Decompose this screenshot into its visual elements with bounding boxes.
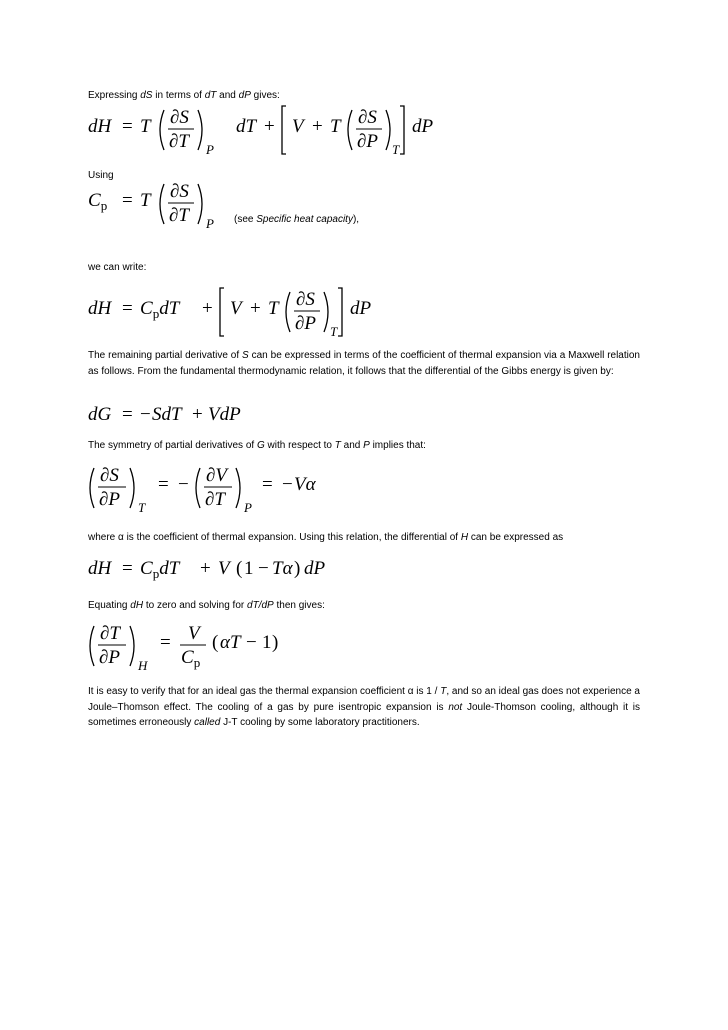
eq1-den2: ∂P <box>357 131 378 152</box>
equation-5-svg <box>86 460 346 518</box>
eq6-plus: + <box>200 558 211 579</box>
eq2-C: $C_p$ <box>88 190 108 213</box>
eq7-alphaT: αT <box>220 632 241 653</box>
eq7-lparen <box>90 626 94 666</box>
equation-cp <box>86 176 236 234</box>
text: , and so an ideal gas does not experience a Joule–Thomson effect. The cooling of a gas by pure isentropic expansion is <box>88 686 640 713</box>
eq7-C: $C_p$ <box>181 647 201 670</box>
eq1-V: V <box>292 116 304 137</box>
eq5-sub-P: P <box>244 500 252 515</box>
text: Equating <box>88 600 131 611</box>
eq1-lparen <box>160 110 164 150</box>
eq1-rparen2 <box>386 110 390 150</box>
eq1-lparen2 <box>348 110 352 150</box>
eq3-equals: = <box>122 298 133 319</box>
text: implies that: <box>369 440 426 451</box>
equation-1-svg <box>86 102 446 160</box>
eq7-den: ∂P <box>99 647 120 668</box>
eq1-plus2: + <box>312 116 323 137</box>
equation-7-svg <box>86 618 306 676</box>
eq5-lparen2 <box>196 468 200 508</box>
text: and <box>216 90 239 101</box>
eq4-dG: dG <box>88 404 112 425</box>
eq2-lparen <box>160 184 164 224</box>
text: G <box>256 440 265 451</box>
text: can be expressed in terms of the coefficient of thermal expansion via a Maxwell relation as follows. From the fundamental thermodynamic relation, it follows that the differential of the Gibbs energy is given by: <box>88 350 640 377</box>
text: Expressing <box>88 90 141 101</box>
equation-maxwell <box>86 460 346 518</box>
text: T <box>440 686 447 697</box>
specific-heat-link[interactable]: Specific heat capacity <box>256 214 353 225</box>
eq7-lparen2: ( <box>212 632 219 653</box>
text: S <box>242 350 249 361</box>
eq1-equals: = <box>122 116 133 137</box>
equation-dg <box>86 400 286 430</box>
eq7-V: V <box>188 623 200 644</box>
eq1-num2: ∂S <box>358 107 377 128</box>
text: dH <box>130 600 144 611</box>
eq1-rbracket <box>400 106 404 154</box>
paragraph-alpha <box>88 530 640 546</box>
text: J-T cooling by some laboratory practitioners. <box>220 717 420 728</box>
eq7-rparen <box>130 626 134 666</box>
eq4-VdP: VdP <box>208 404 241 425</box>
eq3-V: V <box>230 298 242 319</box>
text: P <box>363 440 370 451</box>
eq6-one: 1 <box>244 558 254 579</box>
paragraph-using: Using <box>88 170 114 181</box>
text: called <box>194 717 221 728</box>
text: can be expressed as <box>468 532 564 543</box>
eq3-lparen <box>286 292 290 332</box>
eq3-T: T <box>268 298 279 319</box>
eq3-plus: + <box>202 298 213 319</box>
text: with respect to <box>264 440 335 451</box>
see-also-note <box>234 214 359 225</box>
text: The symmetry of partial derivatives of <box>88 440 257 451</box>
equation-4-svg <box>86 400 286 430</box>
paragraph-equating <box>88 598 640 614</box>
eq7-rparen2: ) <box>272 632 279 653</box>
eq5-rparen <box>130 468 134 508</box>
text: not <box>448 701 463 713</box>
eq3-rbracket <box>338 288 342 336</box>
eq3-den: ∂P <box>295 313 316 334</box>
eq2-rparen <box>198 184 202 224</box>
eq1-den: ∂T <box>169 131 189 152</box>
eq7-num: ∂T <box>100 623 120 644</box>
eq5-minus2: − <box>282 474 293 495</box>
eq6-V: V <box>218 558 230 579</box>
eq6-lparen: ( <box>236 558 243 579</box>
eq5-num: ∂S <box>100 465 119 486</box>
eq3-C: $C_pdT$ <box>140 298 180 321</box>
eq5-Valpha: Vα <box>294 474 316 495</box>
eq2-T: T <box>140 190 151 211</box>
text: dP <box>238 90 251 101</box>
eq1-dH: dH <box>88 116 112 137</box>
eq1-sub-T: T <box>392 142 400 157</box>
eq6-dP: dP <box>304 558 326 579</box>
eq2-equals: = <box>122 190 133 211</box>
eq5-equals: = <box>158 474 169 495</box>
equation-6-svg <box>86 552 346 584</box>
eq7-equals: = <box>160 632 171 653</box>
equation-jt-coefficient <box>86 618 306 676</box>
eq6-minus: − <box>258 558 269 579</box>
eq5-num2: ∂V <box>206 465 227 486</box>
eq4-plus: + <box>192 404 203 425</box>
text: Joule-Thomson cooling, although it is sometimes erroneously <box>88 701 641 728</box>
text: dT <box>204 90 217 101</box>
text: H <box>460 532 469 543</box>
eq1-sub-P: P <box>206 142 214 157</box>
text: T <box>334 440 341 451</box>
text: and <box>340 440 364 451</box>
equation-dh-cp <box>86 284 386 342</box>
eq6-equals: = <box>122 558 133 579</box>
eq3-num: ∂S <box>296 289 315 310</box>
paragraph-we-can-write: we can write: <box>88 262 147 273</box>
eq2-den: ∂T <box>169 205 189 226</box>
eq4-equals: = <box>122 404 133 425</box>
eq7-one: 1 <box>262 632 272 653</box>
eq1-lbracket <box>282 106 286 154</box>
eq6-dH: dH <box>88 558 112 579</box>
equation-2-svg <box>86 176 236 234</box>
eq5-lparen <box>90 468 94 508</box>
paragraph-maxwell <box>88 348 640 379</box>
eq1-T: T <box>140 116 151 137</box>
eq3-lbracket <box>220 288 224 336</box>
eq1-T2: T <box>330 116 341 137</box>
eq1-num: ∂S <box>170 107 189 128</box>
eq5-sub-T: T <box>138 500 146 515</box>
eq1-dP: dP <box>412 116 434 137</box>
text: (see <box>234 214 257 225</box>
eq6-Talpha: Tα <box>272 558 293 579</box>
text: where α is the coefficient of thermal expansion. Using this relation, the differential of <box>88 532 461 543</box>
eq2-num: ∂S <box>170 181 189 202</box>
eq3-rparen <box>324 292 328 332</box>
eq2-sub-P: P <box>206 216 214 231</box>
eq5-equals2: = <box>262 474 273 495</box>
paragraph-ideal-gas <box>88 684 640 731</box>
text: It is easy to verify that for an ideal gas the thermal expansion coefficient α is 1 / <box>88 686 441 697</box>
equation-dh-alpha <box>86 552 346 584</box>
equation-3-svg <box>86 284 386 342</box>
text: to zero and solving for <box>143 600 248 611</box>
eq7-minus: − <box>246 632 257 653</box>
text: dS <box>140 90 153 101</box>
eq5-den2: ∂T <box>205 489 225 510</box>
eq1-plus: + <box>264 116 275 137</box>
eq5-rparen2 <box>236 468 240 508</box>
paragraph-symmetry <box>88 438 640 454</box>
eq3-dP: dP <box>350 298 372 319</box>
text: then gives: <box>273 600 325 611</box>
equation-dh-expanded <box>86 102 446 160</box>
eq6-rparen: ) <box>294 558 301 579</box>
eq5-minus: − <box>178 474 189 495</box>
eq7-sub-H: H <box>138 658 148 673</box>
eq3-plus2: + <box>250 298 261 319</box>
eq4-SdT: SdT <box>152 404 182 425</box>
text: The remaining partial derivative of <box>88 350 243 361</box>
eq3-dH: dH <box>88 298 112 319</box>
text: gives: <box>250 90 280 101</box>
text: dT/dP <box>247 600 274 611</box>
eq5-den: ∂P <box>99 489 120 510</box>
text: in terms of <box>152 90 205 101</box>
eq6-C: $C_pdT$ <box>140 558 180 581</box>
eq4-minus: − <box>140 404 151 425</box>
eq3-sub-T: T <box>330 324 338 339</box>
text: ), <box>352 214 360 225</box>
eq1-dT: dT <box>236 116 257 137</box>
eq1-rparen <box>198 110 202 150</box>
